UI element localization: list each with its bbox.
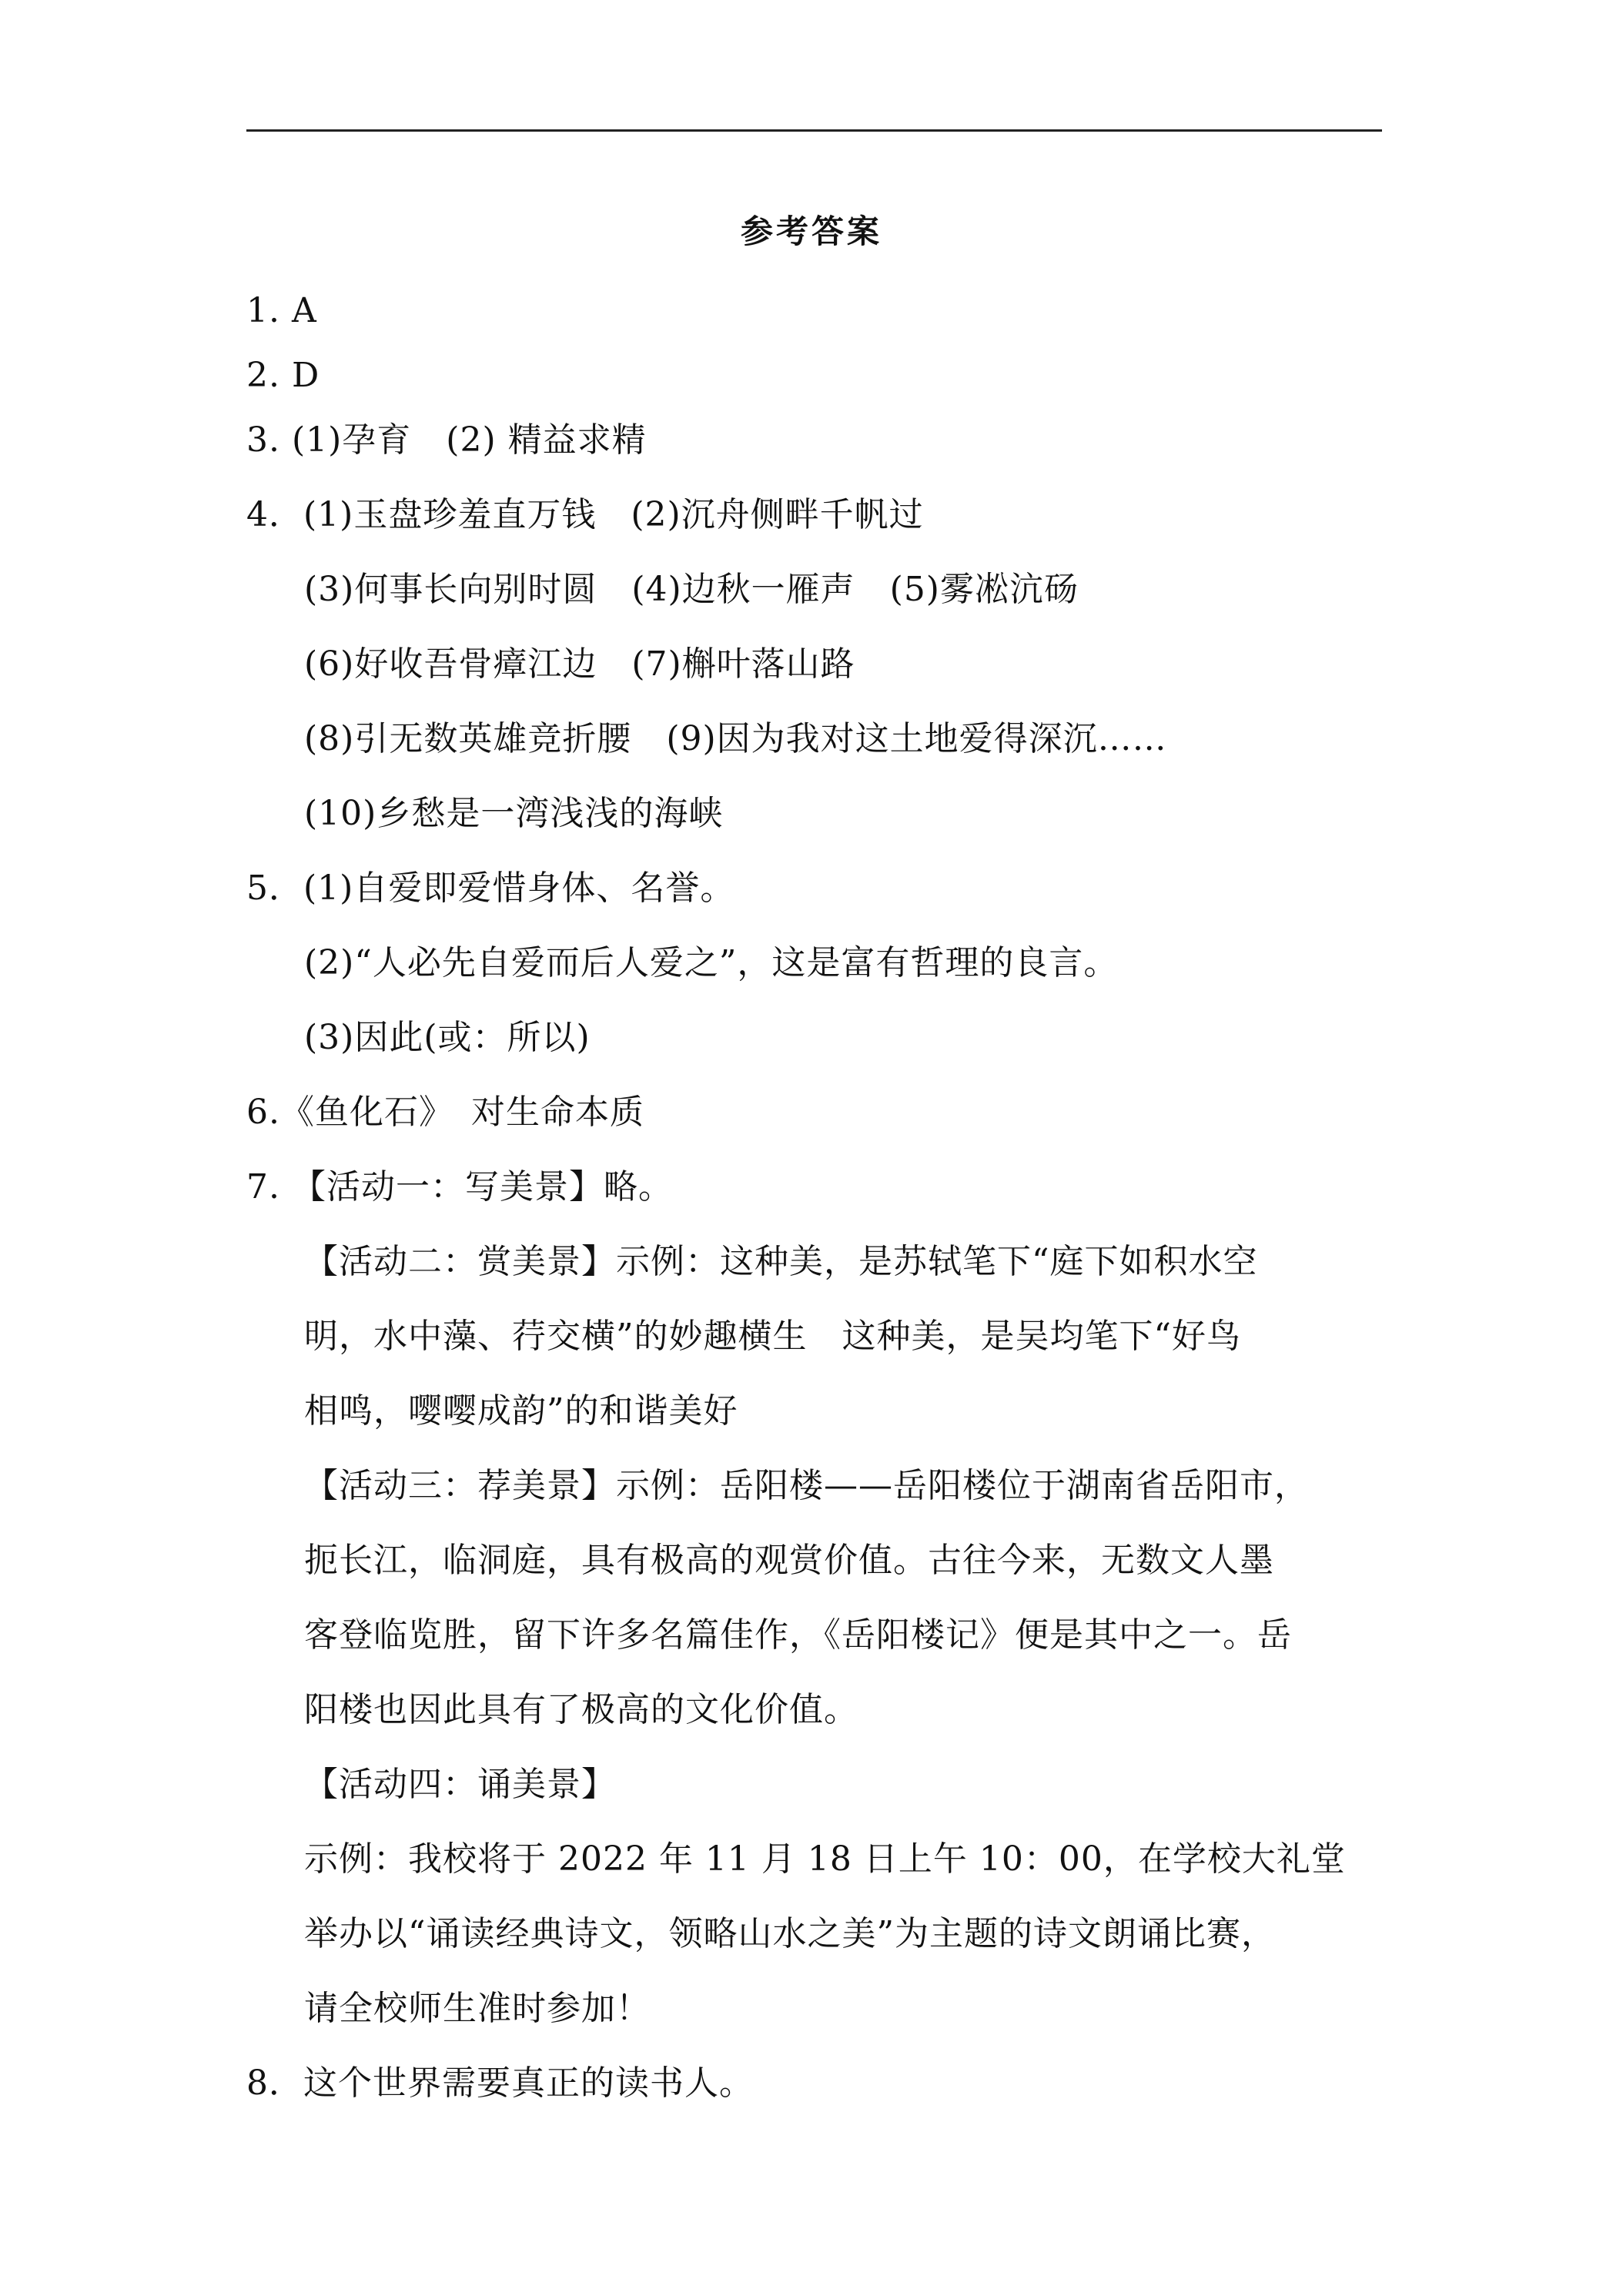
answer-7-activity-3-line-4: 阳楼也因此具有了极高的文化价值。: [304, 1690, 858, 1729]
answer-7-activity-4-heading: 【活动四：诵美景】: [304, 1765, 616, 1804]
answer-5-line-2: (2)“人必先自爱而后人爱之”，这是富有哲理的良言。: [304, 943, 1119, 982]
answer-4-line-3: (6)好收吾骨瘴江边 (7)槲叶落山路: [304, 644, 855, 684]
answer-7-activity-4-line-1: 示例：我校将于 2022 年 11 月 18 日上午 10：00，在学校大礼堂: [304, 1839, 1346, 1879]
answer-1: 1. A: [246, 291, 317, 330]
answer-4: 4．(1)玉盘珍羞直万钱 (2)沉舟侧畔千帆过: [246, 495, 924, 534]
answer-4-line-2: (3)何事长向别时圆 (4)边秋一雁声 (5)雾凇沆砀: [304, 570, 1079, 609]
top-rule: [246, 129, 1382, 132]
answer-7-activity-2-line-1: 【活动二：赏美景】示例：这种美，是苏轼笔下“庭下如积水空: [304, 1242, 1258, 1281]
answer-5-line-3: (3)因此(或：所以): [304, 1018, 591, 1057]
answer-3: 3. (1)孕育 (2) 精益求精: [246, 420, 647, 460]
page-title: 参考答案: [740, 213, 882, 250]
answer-7-activity-4-line-3: 请全校师生准时参加！: [304, 1989, 651, 2028]
answer-5: 5．(1)自爱即爱惜身体、名誉。: [246, 869, 735, 908]
answer-4-line-4: (8)引无数英雄竞折腰 (9)因为我对这土地爱得深沉……: [304, 719, 1167, 758]
answer-7-activity-3-line-1: 【活动三：荐美景】示例：岳阳楼——岳阳楼位于湖南省岳阳市，: [304, 1466, 1309, 1505]
answer-8: 8．这个世界需要真正的读书人。: [246, 2063, 754, 2103]
answer-2: 2. D: [246, 356, 320, 395]
answer-7: 7. 【活动一：写美景】略。: [246, 1167, 673, 1207]
answer-7-activity-3-line-2: 扼长江，临洞庭，具有极高的观赏价值。古往今来，无数文人墨: [304, 1541, 1274, 1580]
answer-7-activity-4-line-2: 举办以“诵读经典诗文，领略山水之美”为主题的诗文朗诵比赛，: [304, 1914, 1276, 1953]
answer-6: 6.《鱼化石》 对生命本质: [246, 1093, 644, 1132]
answer-7-activity-3-line-3: 客登临览胜，留下许多名篇佳作，《岳阳楼记》便是其中之一。岳: [304, 1615, 1292, 1655]
answer-7-activity-2-line-2: 明，水中藻、荇交横”的妙趣横生 这种美，是吴均笔下“好鸟: [304, 1317, 1241, 1356]
answer-4-line-5: (10)乡愁是一湾浅浅的海峡: [304, 794, 724, 833]
answer-7-activity-2-line-3: 相鸣，嘤嘤成韵”的和谐美好: [304, 1391, 738, 1431]
